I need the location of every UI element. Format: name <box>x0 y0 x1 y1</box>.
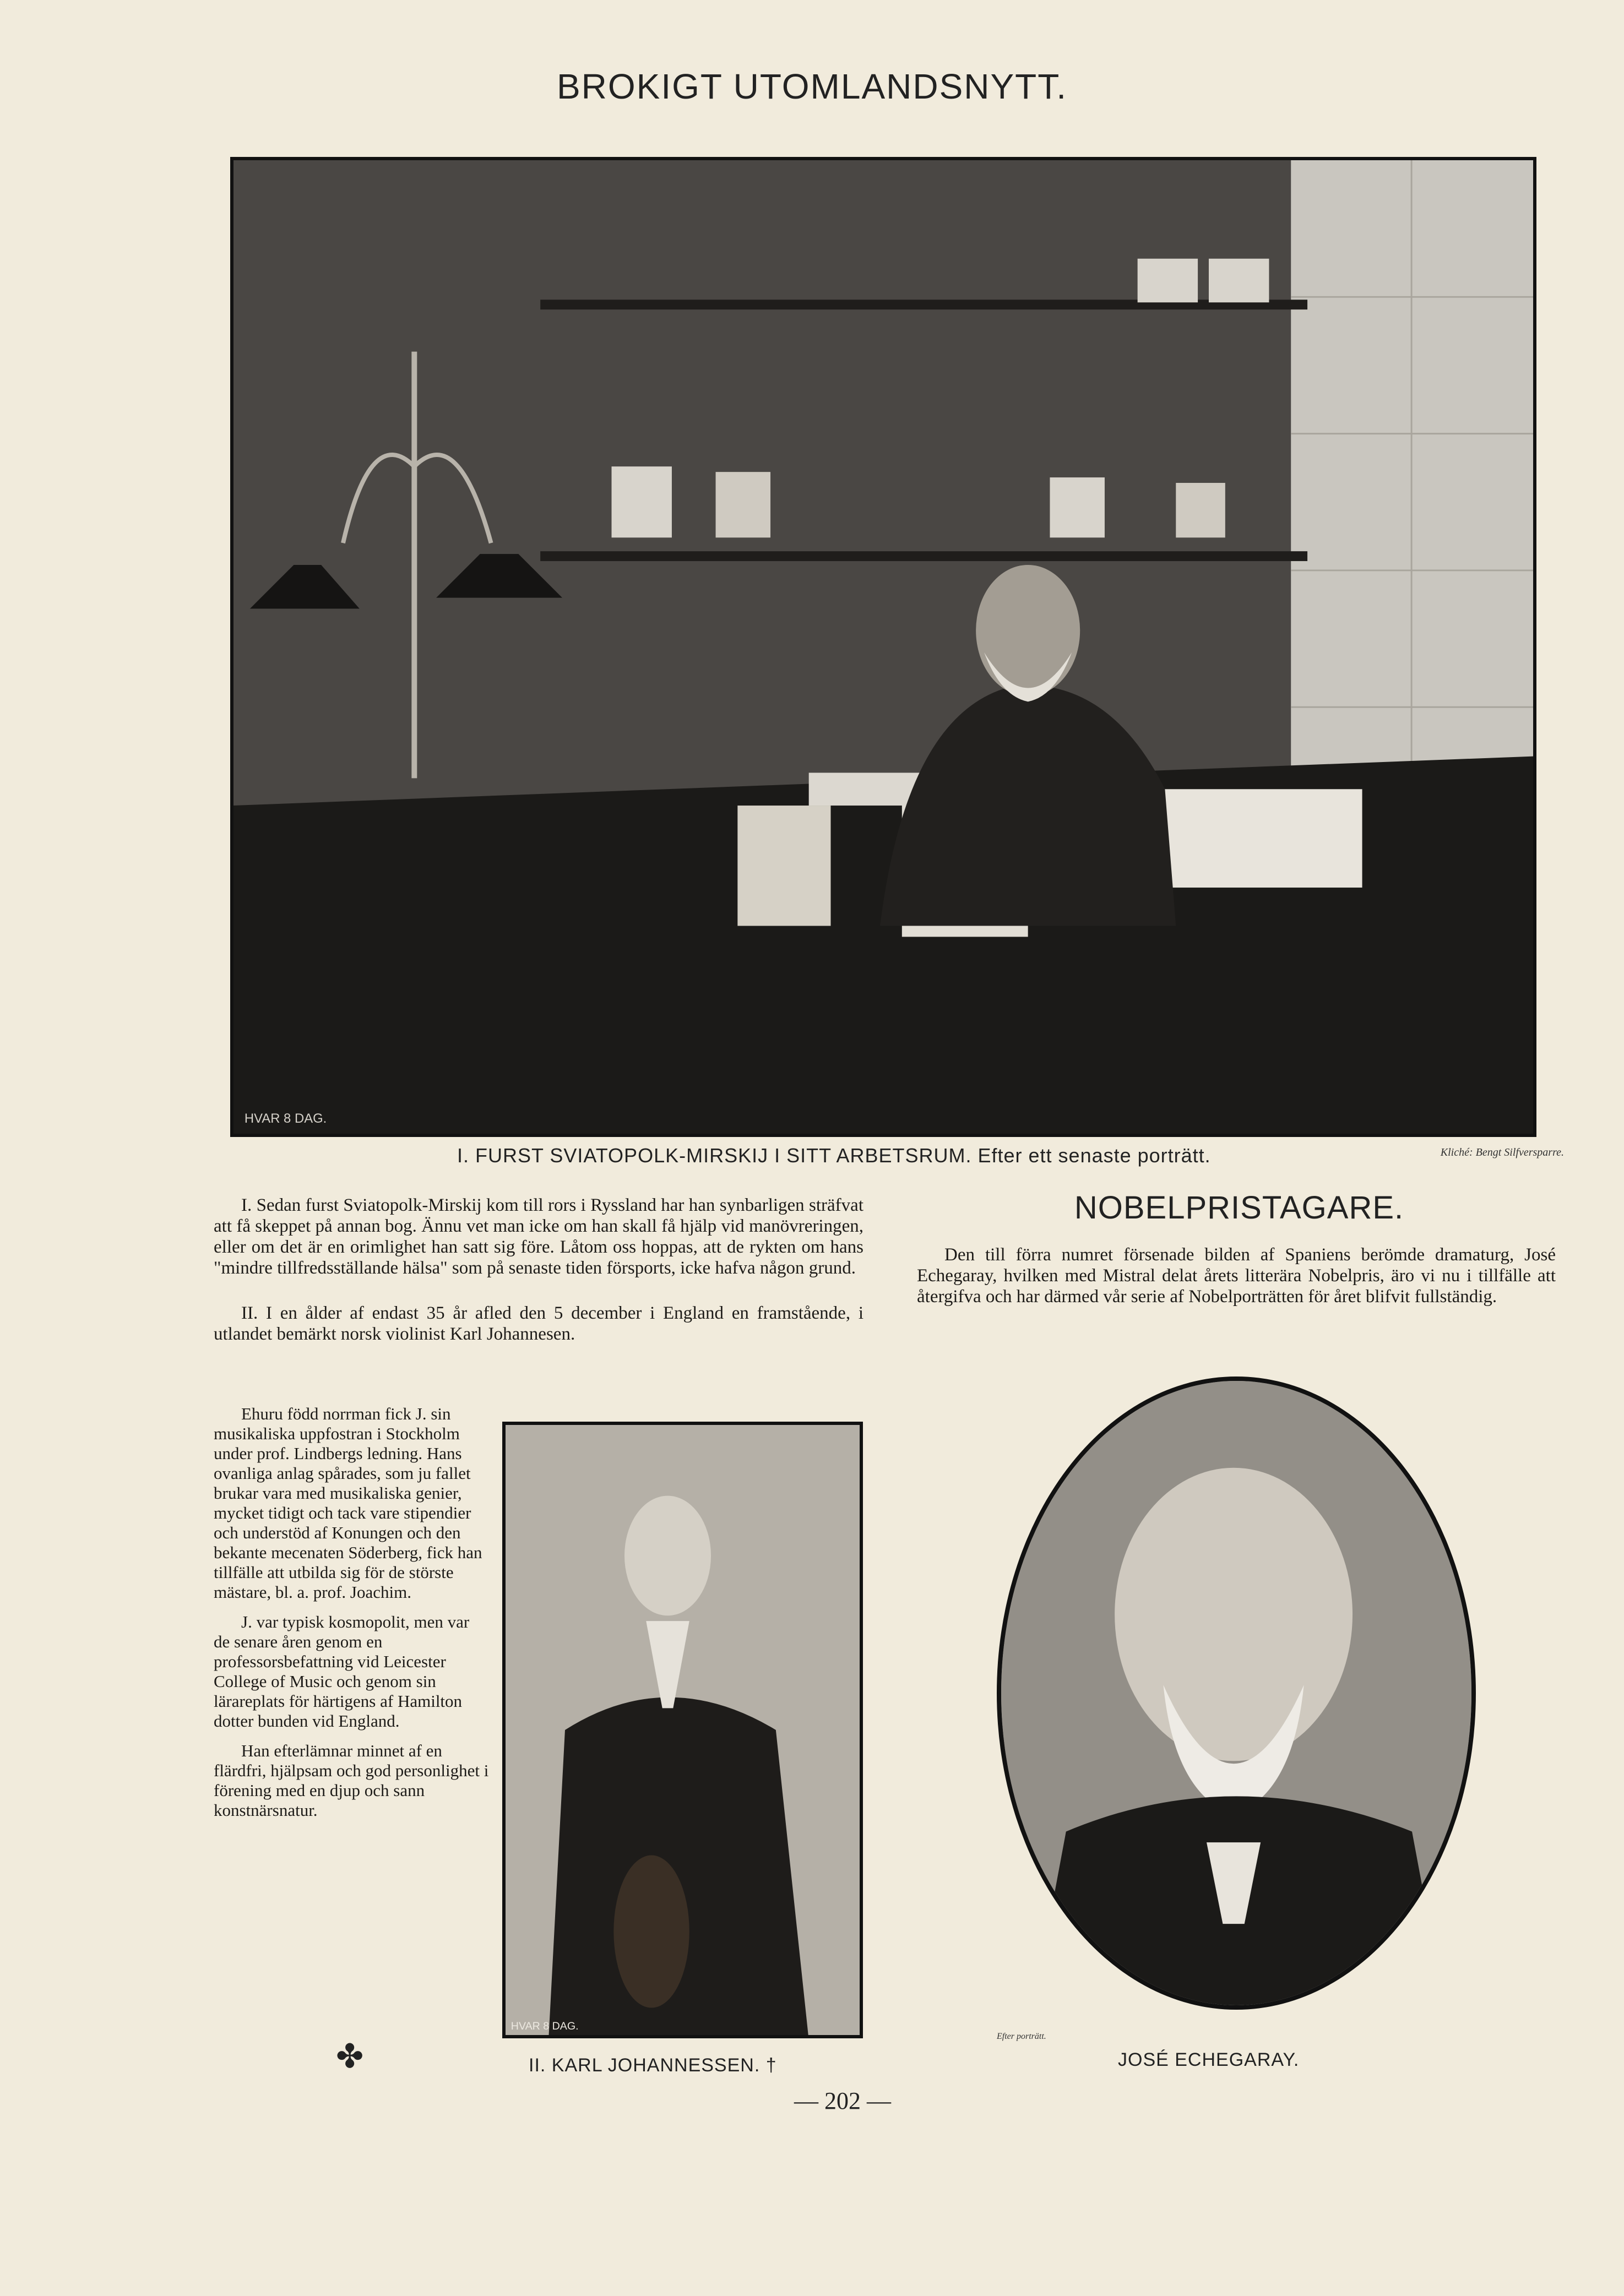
violinist-illustration <box>506 1425 860 2035</box>
narrow-column-text <box>214 1404 489 1830</box>
violinist-photo <box>502 1422 863 2038</box>
violinist-photo-credit: HVAR 8 DAG. <box>510 2020 579 2033</box>
echegaray-portrait <box>997 1376 1476 2010</box>
cliche-credit: Kliché: Bengt Silfversparre. <box>1440 1146 1564 1158</box>
page-number: — 202 — <box>794 2087 891 2114</box>
violinist-caption: II. KARL JOHANNESSEN. † <box>529 2055 777 2076</box>
echegaray-illustration <box>1001 1381 1471 2005</box>
narrow-paragraph-1: Ehuru född norrman fick J. sin musikaliska uppfostran i Stockholm under prof. Lindbergs ledning. Hans ovanliga anlag spårades, som ju fallet brukar vara med musikaliska genier, mycket tidigt och tack vare stipendier och understöd af Konungen och den bekante mecenaten Söderberg, fick han tillfälle att utbilda sig för de störste mästare, bl. a. prof. Joachim. <box>214 1404 482 1602</box>
narrow-paragraph-3: Han efterlämnar minnet af en flärdfri, hjälpsam och god personlighet i förening med en djup och sann konstnärsnatur. <box>214 1741 489 1820</box>
main-photo <box>230 157 1536 1137</box>
page-header: BROKIGT UTOMLANDSNYTT. <box>556 67 1068 106</box>
office-illustration <box>233 160 1533 1134</box>
left-column-text <box>214 1195 863 1369</box>
main-photo-credit: HVAR 8 DAG. <box>244 1111 327 1127</box>
nobel-section-title: NOBELPRISTAGARE. <box>1074 1190 1404 1226</box>
main-photo-caption: I. FURST SVIATOPOLK-MIRSKIJ I SITT ARBETSRUM. Efter ett senaste porträtt. <box>457 1144 1211 1167</box>
ornament-icon: ✤ <box>336 2038 364 2075</box>
echegaray-small-credit: Efter porträtt. <box>997 2032 1046 2041</box>
nobel-text: Den till förra numret försenade bilden af Spaniens berömde dramaturg, José Echegaray, hvilken med Mistral delat årets litterära Nobelpris, äro vi nu i tillfälle att återgifva och har därmed vår serie af Nobelporträtten för året blifvit fullständig. <box>917 1245 1556 1307</box>
article-paragraph-1: I. Sedan furst Sviatopolk-Mirskij kom till rors i Ryssland har han synbarligen sträfvat att få skeppet på annan bog. Ännu vet man icke om han skall få hjälp vid manövreringen, eller om det är en orimlighet han satt sig före. Låtom oss hoppas, att de rykten om hans "mindre tillfredsställande hälsa" som på senaste tiden försports, icke hafva någon grund. <box>214 1195 863 1278</box>
narrow-paragraph-2: J. var typisk kosmopolit, men var de senare åren genom en professorsbefattning vid Leicester College of Music och genom sin lärareplats för härtigens af Hamilton dotter bunden vid England. <box>214 1612 470 1731</box>
article-paragraph-2: II. I en ålder af endast 35 år afled den 5 december i England en framstående, i utlandet bemärkt norsk violinist Karl Johannesen. <box>214 1303 863 1344</box>
echegaray-caption: JOSÉ ECHEGARAY. <box>1118 2049 1300 2070</box>
